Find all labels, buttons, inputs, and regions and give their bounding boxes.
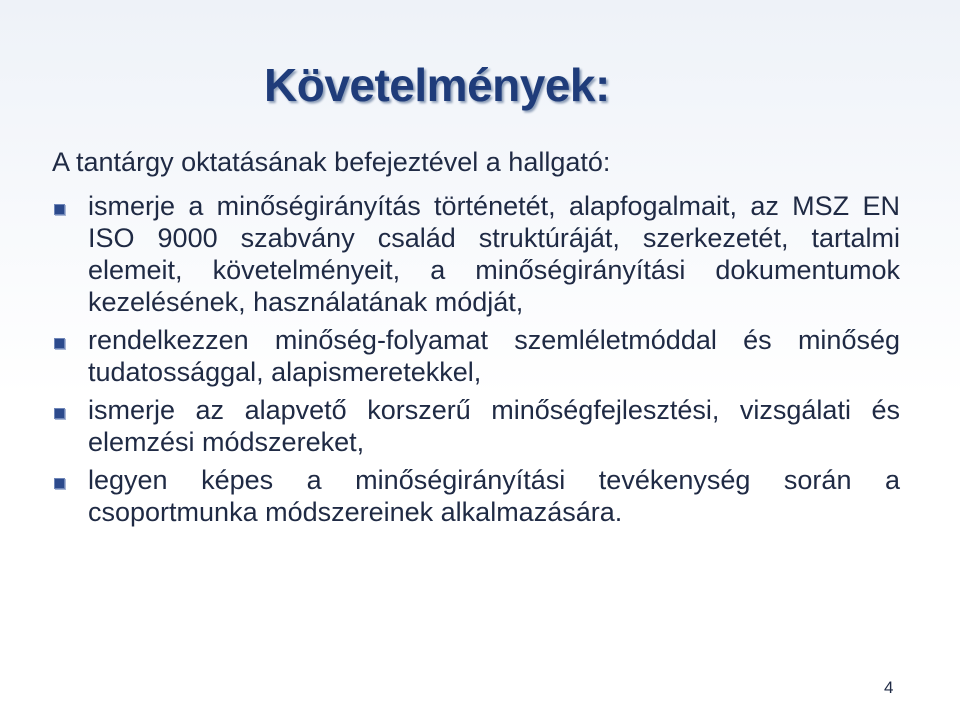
slide-title: Követelmények: <box>264 59 610 111</box>
bullet-text: rendelkezzen minőség-folyamat szemléletmóddal és minőség tudatossággal, alapismeretekkel, <box>88 325 900 387</box>
list-item <box>52 394 900 458</box>
bullet-text: ismerje a minőségirányítás történetét, alapfogalmait, az MSZ EN ISO 9000 szabvány család struktúráját, szerkezetét, tartalmi elemeit, követelményeit, a minőségirányítási dokumentumok kezelésének, használatának módját, <box>88 191 900 317</box>
list-item <box>52 464 900 528</box>
page-number: 4 <box>884 678 894 697</box>
square-bullet-icon <box>54 204 65 215</box>
intro-text: A tantárgy oktatásának befejeztével a hallgató: <box>52 147 611 177</box>
square-bullet-icon <box>54 338 65 349</box>
square-bullet-icon <box>54 478 65 489</box>
bullet-text: ismerje az alapvető korszerű minőségfejlesztési, vizsgálati és elemzési módszereket, <box>88 395 900 457</box>
square-bullet-icon <box>54 408 65 419</box>
bullet-list <box>52 190 900 534</box>
bullet-text: legyen képes a minőségirányítási tevékenység során a csoportmunka módszereinek alkalmazására. <box>88 465 900 527</box>
list-item <box>52 190 900 318</box>
list-item <box>52 324 900 388</box>
